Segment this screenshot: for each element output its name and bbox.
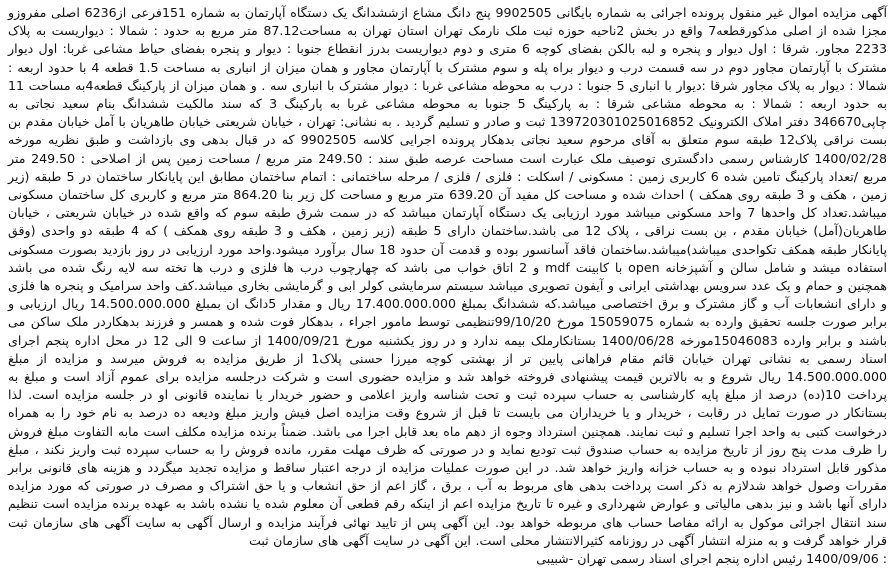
notice-signature-line: : 1400/09/06 رئیس اداره پنجم اجرای اسناد رسمی تهران -شبیبی [536,551,887,567]
auction-notice-body: آگهی مزایده اموال غیر منقول پرونده اجرائی به شماره بایگانی 9902505 پنج دانگ مشاع ازششدانگ یک دستگاه آپارتمان به شماره 151فرعی از6236 اصلی مفروزو مجزا شده از اصلی مذکورقطعه7 واقع در بخش 2ناحیه حوزه ثبت ملک نارمک تهران استان تهران به مساحت87.12 متر مربع به حدود : شمالا : دیواریست به پلاک 2233 مجاور. شرقا : اول دیوار و پنجره و لبه بالکن بفضای کوچه 6 متری و دوم دیواریست بدرز انقطاع جنوبا : دیوار و پنجره بفضای حیاط مشاعی غربا: اول دیوار مشترک با آپارتمان مجاور دوم در سه قسمت درب و دیوار براه پله و سوم مشترک با آپارتمان مجاور و همان میزان از انباری به مساحت 1.5 قطعه 4 با حدود اربعه : شمالا : دیوار به پلاک مجاور شرقا :دیوار با انباری 5 جنوبا : درب به محوطه مشاعی غربا : دیوار مشترک با انباری سه . و همان میزان از پارکینگ قطعه4به مساحت 11 به حدود اربعه : شمالا : به محوطه مشاعی شرقا : به پارکینگ 5 جنوبا به محوطه مشاعی غربا به پارکینگ 3 که سند مالکیت ششدانگ بنام سعید نجاتی به چاپی346670 دفتر املاک الکترونیک 139720301025016852 ثبت و صادر و تسلیم گردید . به نشانی: تهران ، خیابان شریعتی خیابان طاهریان با آمل خیابان مقدم بن بست نراقی پلاک12 طبقه سوم متعلق به آقای مرحوم سعید نجاتی بدهکار پرونده اجرایی کلاسه 9902505 که در قبال بدهی وی بازداشت و طبق نظریه مورخه 1400/02/28 کارشناس رسمی دادگستری توصیف ملک عبارت است مساحت عرصه طبق سند : 249.50 متر مربع / مساحت زمین پس از اصلاحی : 249.50 متر مربع /تعداد پارکینگ تامین شده 6 کاربری زمین : مسکونی / اسکلت : فلزی / فلزی / مرحله ساختمانی : اتمام ساختمان مطابق این پایانکار ساختمان در 5 طبقه (زیر زمین ، هکف و 3 طبقه روی همکف ) احداث شده و مساحت کل مفید آن 639.20 متر مربع و مساحت کل زیر بنا 864.20 متر مربع و کاربری کل ساختمان مسکونی میباشد.تعداد کل واحدها 7 واحد مسکونی میباشد مورد ارزیابی یک دستگاه آپارتمان میباشد که در سمت شرق طبقه سوم که واقع شده در خیابان شریعتی ، خیابان طاهریان(آمل) خیابان مقدم ، بن بست نراقی ، پلاک 12 می باشد.ساختمان دارای 5 طبقه (زیر زمین ، هکف و 3 طبقه روی همکف ) که 4 طبقه دو واحدی (وقق پایانکار طبقه همکف تکواحدی میباشد)میباشد.ساختمان فاقد آسانسور بوده و قدمت آن حدود 18 سال برآورد میشود.واحد مورد ارزیابی در روز بازدید بصورت مسکونی استفاده میشد و شامل سالن و آشپزخانه open با کابینت mdf و 2 اتاق خواب می باشد که چهارچوب درب ها فلزی و درب ها تخته سه لایه رنگ شده می باشد همچنین و حمام و یک عدد سرویس بهداشتی ایرانی و آیفون تصویری میباشد سیستم سرمایشی کولر ابی و گرمایشی بخاری میباشد.کف واحد سرامیک و پنجره ها فلزی و دارای انشعابات آب و گاز مشترک و برق اختصاصی میباشد.که ششدانگ بمبلغ 17.400.000.000 ریال و مقدار 5دانگ ان بمبلغ 14.500.000.000 ریال ارزیابی و برابر صورت جلسه تحقیق وارده به شماره 15059075 مورخ 99/10/20تنظیمی توسط مامور اجراء ، بدهکار فوت شده و همسر و فرزند بدهکاردر ملک ساکن می باشند و برابر وارده 15046083مورخه 1400/06/28 بستانکارملک بیمه ندارد و در روز یکشنبه مورخ 1400/09/21 از ساعت 9 الی 12 در محل اداره پنجم اجرای اسناد رسمی به نشانی تهران خیابان قائم مقام فراهانی پایین تر از بهشتی کوچه میرزا حسنی پلاک1 از طریق مزایده به فروش میرسد و مزایده از مبلغ 14.500.000.000 ریال شروع و به بالاترین قیمت پیشنهادی فروخته خواهد شد و مزایده حضوری است و شرکت درجلسه مزایده برای عموم آزاد است و مبلغ به پرداخت 10(ده) درصد از مبلغ پایه کارشناسی به حساب سپرده ثبت و تحت شناسه واریز اعلامی و حضور خریدار یا نماینده قانونی او در جلسه مزایده است. لذا بستانکار در صورت تمایل در رقابت ، خریدار و یا خریداران می بایست تا قبل از شروع وقت مزایده اصل فیش واریز مبلغ ودیعه ده درصد به نام خود را به همراه درخواست کتبی به واحد اجرا تسلیم و ثبت نمایند. همچنین استرداد وجوه از دهم ماه بعد قابل اجرا می باشد. ضمناً برنده مزایده مکلف است مابه التفاوت مبلغ فروش را ظرف مدت پنج روز از تاریخ مزایده به حساب صندوق ثبت تودیع نماید و در صورتی که ظرف مهلت مقرر، مانده فروش را به حساب سپرده ثبت واریز نکند ، مبلغ مذکور قابل استرداد نبوده و به حساب خزانه واریز خواهد شد. در این صورت عملیات مزایده از درجه اعتبار ساقط و مزایده تجدید میگردد و هزینه های قانونی برابر مقررات وصول خواهد شدلازم به ذکر است پرداخت بدهی های مربوط به آب ، برق ، گاز اعم از حق انشعاب و یا حق اشتراک و مصرف در صورتی که مورد مزایده دارای آنها باشد و نیز بدهی مالیاتی و عوارض شهرداری و غیره تا تاریخ مزایده اعم از اینکه رقم قطعی آن معلوم شده یا نشده باشد به عهده برنده مزایده است تنظیم سند انتقال اجرائی موکول به ارائه مفاصا حساب های مربوطه خواهد بود. این آگهی پس از تایید نهائی فرآیند مزایده و ارسال آگهی به سایت آگهی های سازمان ثبت قرار خواهد گرفت و به منزله انتشار آگهی در روزنامه کثیرالانتشار محلی است. این آگهی در سایت آگهی های سازمان ثبت [8,5,888,548]
